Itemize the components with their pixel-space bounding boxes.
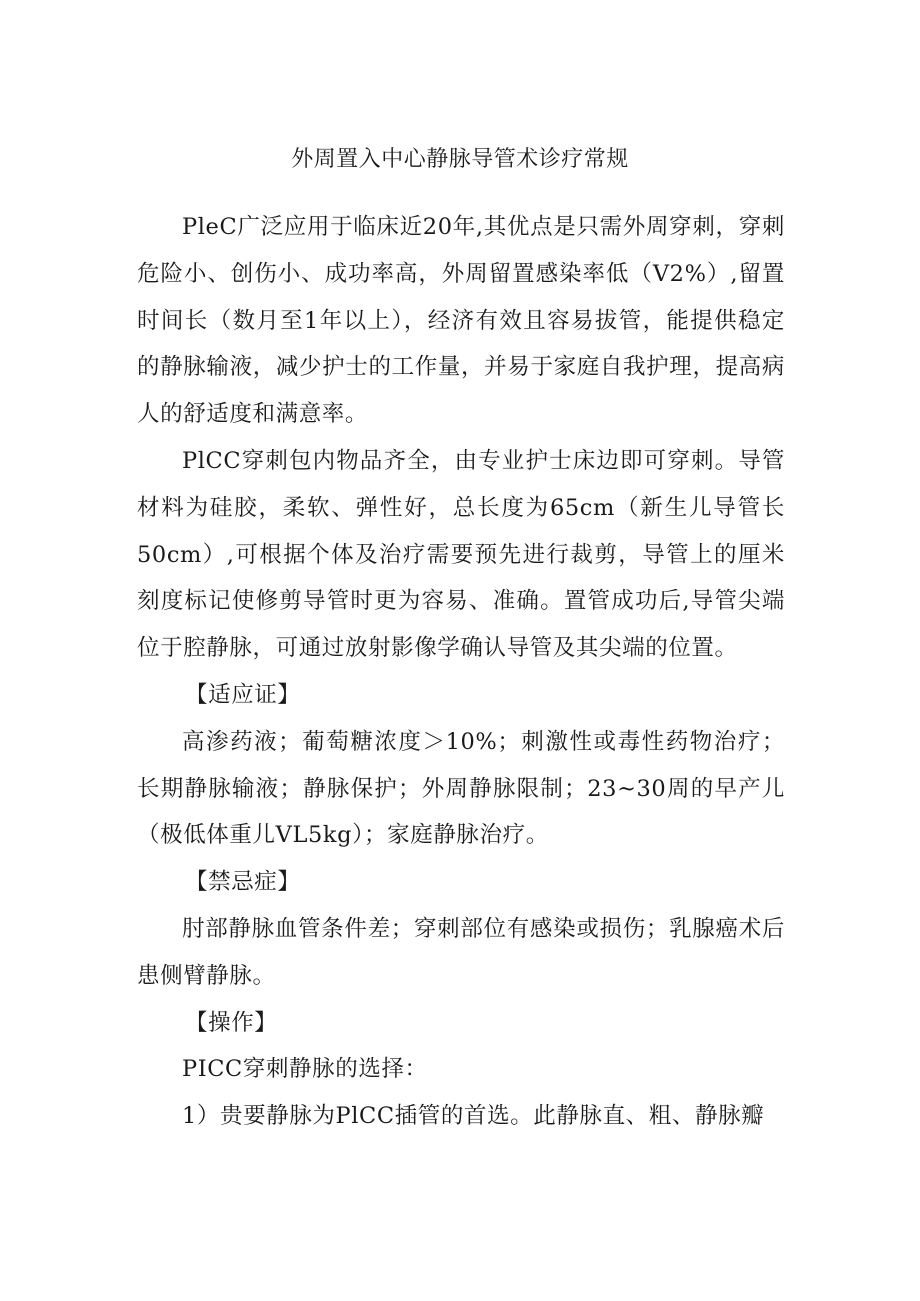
document-body (137, 204, 785, 1140)
section-heading-contraindications: 【禁忌症】 (185, 869, 301, 896)
document-title: 外周置入中心静脉导管术诊疗常规 (291, 147, 629, 172)
contraindications-text: 肘部静脉血管条件差；穿刺部位有感染或损伤；乳腺癌术后患侧臂静脉。 (137, 915, 785, 989)
section-heading-operation: 【操作】 (185, 1009, 278, 1036)
intro-paragraph-2: PlCC穿刺包内物品齐全，由专业护士床边即可穿刺。导管材料为硅胶，柔软、弹性好，总长度为65cm（新生儿导管长50cm）,可根据个体及治疗需要预先进行裁剪，导管上的厘米刻度标记使修剪导管时更为容易、准确。置管成功后,导管尖端位于腔静脉，可通过放射影像学确认导管及其尖端的位置。 (137, 447, 785, 662)
operation-item-1: 1）贵要静脉为PlCC插管的首选。此静脉直、粗、静脉瓣 (182, 1103, 765, 1130)
section-heading-indications: 【适应证】 (185, 681, 301, 708)
intro-paragraph-1: PleC广泛应用于临床近20年,其优点是只需外周穿刺，穿刺危险小、创伤小、成功率高，外周留置感染率低（V2%）,留置时间长（数月至1年以上），经济有效且容易拔管，能提供稳定的静脉输液，减少护士的工作量，并易于家庭自我护理，提高病人的舒适度和满意率。 (137, 214, 785, 428)
operation-subheading: PICC穿刺静脉的选择： (182, 1056, 428, 1083)
indications-text: 高渗药液；葡萄糖浓度＞10%；刺激性或毒性药物治疗；长期静脉输液；静脉保护；外周静脉限制；23~30周的早产儿（极低体重儿VL5kg）；家庭静脉治疗。 (137, 728, 785, 849)
